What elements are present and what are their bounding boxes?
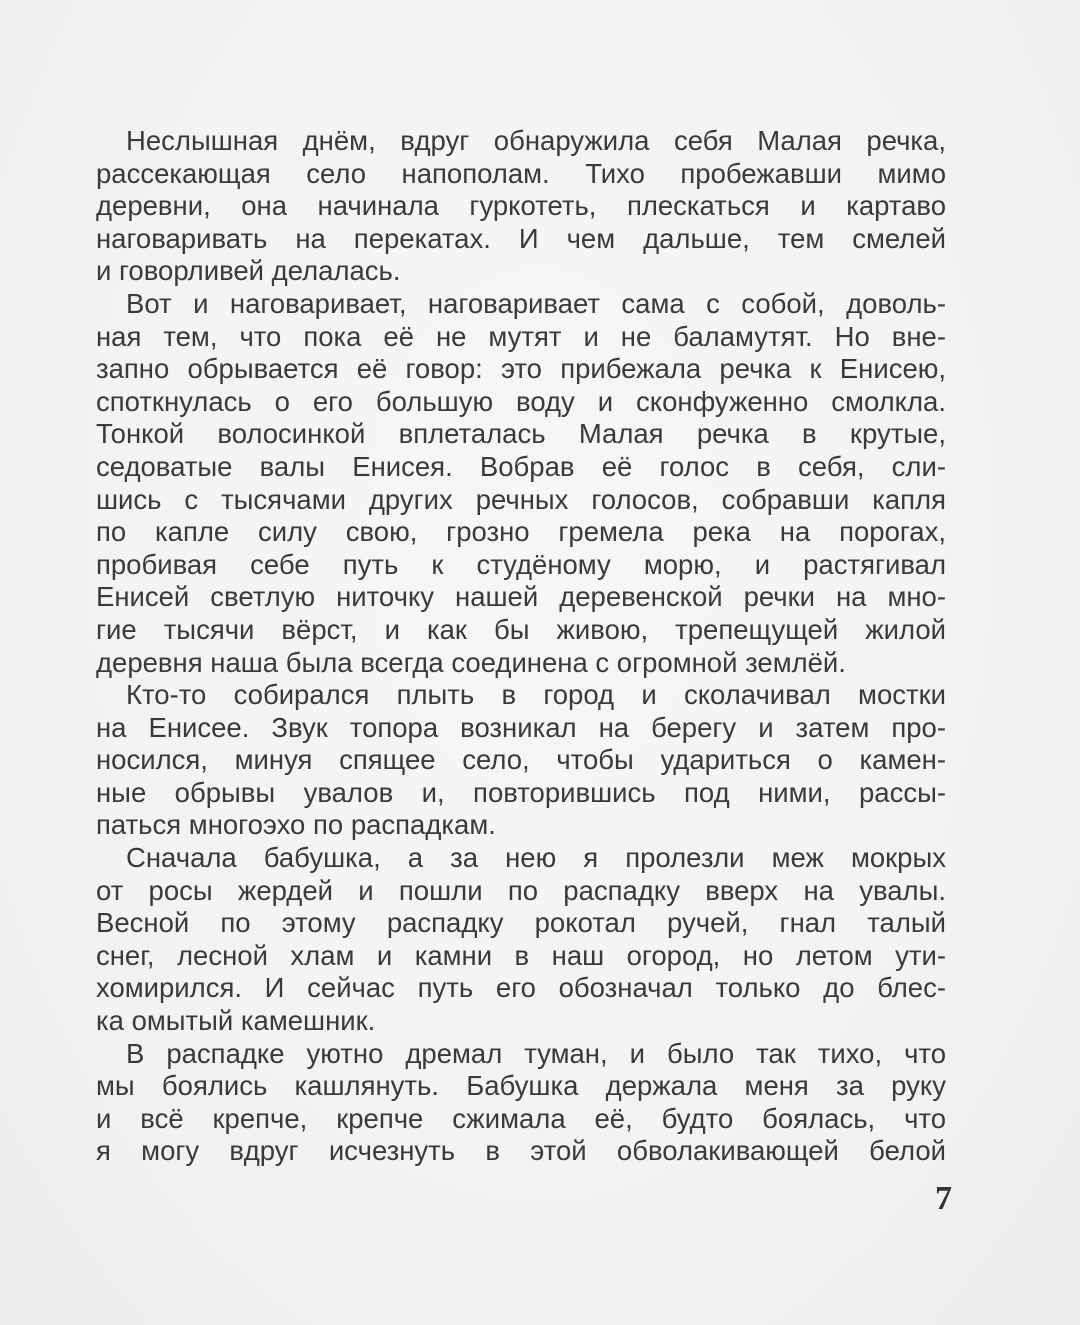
paragraph-4-line-4: снег, лесной хлам и камни в наш огород, но летом ути- — [96, 939, 946, 971]
story-text — [96, 125, 946, 1168]
paragraph-3-line-2: на Енисее. Звук топора возникал на берегу и затем про- — [96, 711, 946, 743]
paragraph-2-line-9: пробивая себе путь к студёному морю, и растягивал — [96, 548, 946, 580]
paragraph-4-line-5: хомирился. И сейчас путь его обозначал только до блес- — [96, 972, 946, 1004]
paragraph-2-line-7: шись с тысячами других речных голосов, собравши капля — [96, 483, 946, 515]
paragraph-1-line-4: наговаривать на перекатах. И чем дальше, тем смелей — [96, 222, 946, 254]
paragraph-3-line-5: паться многоэхо по распадкам. — [96, 809, 496, 841]
paragraph-2-line-12: деревня наша была всегда соединена с огромной землёй. — [96, 646, 846, 678]
paragraph-4-line-1: Сначала бабушка, а за нею я пролезли меж мокрых — [126, 842, 946, 874]
paragraph-4-line-3: Весной по этому распадку рокотал ручей, гнал талый — [96, 907, 946, 939]
paragraph-2-line-11: гие тысячи вёрст, и как бы живою, трепещущей жилой — [96, 613, 946, 645]
paragraph-2-line-3: запно обрывается её говор: это прибежала речка к Енисею, — [96, 353, 946, 385]
paragraph-2-line-8: по капле силу свою, грозно гремела река на порогах, — [96, 516, 946, 548]
paragraph-2-line-2: ная тем, что пока её не мутят и не баламутят. Но вне- — [96, 320, 946, 352]
paragraph-3-line-1: Кто-то собирался плыть в город и сколачивал мостки — [126, 679, 946, 711]
paragraph-2-line-1: Вот и наговаривает, наговаривает сама с собой, доволь- — [126, 287, 946, 319]
paragraph-2-line-4: споткнулась о его большую воду и сконфуженно смолкла. — [96, 385, 946, 417]
page-number: 7 — [935, 1180, 952, 1217]
paragraph-2-line-6: седоватые валы Енисея. Вобрав её голос в себя, сли- — [96, 450, 946, 482]
paragraph-1-line-5: и говорливей делалась. — [96, 255, 401, 287]
paragraph-2-line-10: Енисей светлую ниточку нашей деревенской речки на мно- — [96, 581, 946, 613]
paragraph-4-line-6: ка омытый камешник. — [96, 1005, 376, 1037]
paragraph-1-line-3: деревни, она начинала гуркотеть, плескаться и картаво — [96, 190, 946, 222]
paragraph-3-line-4: ные обрывы увалов и, повторившись под ними, рассы- — [96, 776, 946, 808]
paragraph-4-line-2: от росы жердей и пошли по распадку вверх на увалы. — [96, 874, 946, 906]
paragraph-5-line-3: и всё крепче, крепче сжимала её, будто боялась, что — [96, 1102, 946, 1134]
paragraph-1-line-2: рассекающая село напополам. Тихо пробежавши мимо — [96, 157, 946, 189]
paragraph-1-line-1: Неслышная днём, вдруг обнаружила себя Малая речка, — [126, 125, 946, 156]
paragraph-5-line-1: В распадке уютно дремал туман, и было так тихо, что — [126, 1037, 946, 1069]
paragraph-5-line-4: я могу вдруг исчезнуть в этой обволакивающей белой — [96, 1135, 946, 1167]
paragraph-2-line-5: Тонкой волосинкой вплеталась Малая речка в крутые, — [96, 418, 946, 450]
paragraph-5-line-2: мы боялись кашлянуть. Бабушка держала меня за руку — [96, 1070, 946, 1102]
paragraph-3-line-3: носился, минуя спящее село, чтобы удариться о камен- — [96, 744, 946, 776]
